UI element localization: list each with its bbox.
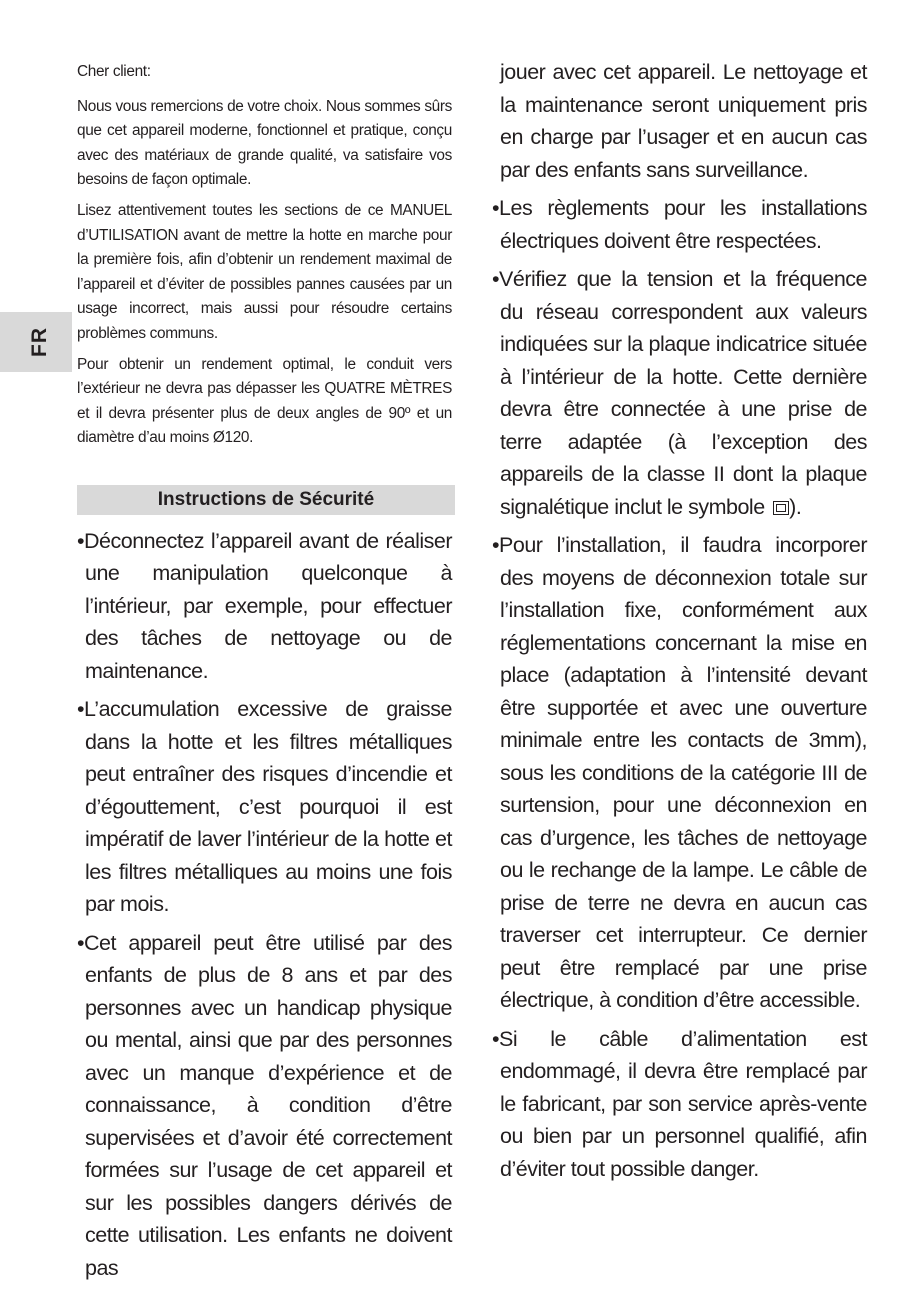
safety-item: •Cet appareil peut être utilisé par des enfants de plus de 8 ans et par des personnes avec un handicap physique ou mental, ainsi que par des personnes avec un manque d’expérience et de connaissance, à condition d’être supervisées et d’avoir été correctement formées sur l’usage de cet appareil et sur les possibles dangers dérivés de cette utilisation. Les enfants ne doivent pas (77, 930, 452, 1280)
right-column (492, 56, 867, 1191)
safety-item: •Pour l’installation, il faudra incorporer des moyens de déconnexion totale sur l’installation fixe, conformément aux réglementations concernant la mise en place (adaptation à l’intensité devant être supportée et avec une ouverture minimale entre les contacts de 3mm), sous les conditions de la catégorie III de surtension, pour une déconnexion en cas d’urgence, les tâches de nettoyage ou le rechange de la lampe. Le câble de prise de terre ne devra en aucun cas traverser cet interrupteur. Ce dernier peut être remplacé par une prise électrique, à condition d’être accessible. (492, 533, 867, 1012)
safety-item: •Les règlements pour les installations électriques doivent être respectées. (492, 196, 867, 253)
greeting: Cher client: (77, 63, 151, 80)
intro-paragraph: Pour obtenir un rendement optimal, le conduit vers l’extérieur ne devra pas dépasser les QUATRE MÈTRES et il devra présenter plus de deux angles de 90º et un diamètre d’au moins Ø120. (77, 355, 452, 447)
intro-paragraph: Nous vous remercions de votre choix. Nous sommes sûrs que cet appareil moderne, fonctionnel et pratique, conçu avec des matériaux de grande qualité, va satisfaire vos besoins de façon optimale. (77, 97, 452, 189)
safety-item-continuation: jouer avec cet appareil. Le nettoyage et la maintenance seront uniquement pris en charge par l’usager et en aucun cas par des enfants sans surveillance. (500, 60, 867, 182)
class-ii-double-square-icon (773, 501, 789, 515)
left-column (77, 60, 452, 1290)
safety-item: •L’accumulation excessive de graisse dans la hotte et les filtres métalliques peut entraîner des risques d’incendie et d’égouttement, c’est pourquoi il est impératif de laver l’intérieur de la hotte et les filtres métalliques au moins une fois par mois. (77, 697, 452, 917)
safety-item: •Si le câble d’alimentation est endommagé, il devra être remplacé par le fabricant, par son service après-vente ou bien par un personnel qualifié, afin d’éviter tout possible danger. (492, 1026, 867, 1181)
safety-item-voltage (492, 263, 867, 523)
section-title-safety: Instructions de Sécurité (77, 485, 455, 515)
voltage-item-text: •Vérifiez que la tension et la fréquence du réseau correspondent aux valeurs indiquées sur la plaque indicatrice située à l’intérieur de la hotte. Cette dernière devra être connectée à une prise de terre adaptée (à l’exception des appareils de la classe II dont la plaque signalétique inclut le symbole (492, 267, 867, 519)
intro-paragraph: Lisez attentivement toutes les sections de ce MANUEL d’UTILISATION avant de mettre la hotte en marche pour la première fois, afin d’obtenir un rendement maximal de l’appareil et d’éviter de possibles pannes causées par un usage incorrect, mais aussi pour résoudre certains problèmes communs. (77, 201, 452, 342)
safety-item: •Déconnectez l’appareil avant de réaliser une manipulation quelconque à l’intérieur, par exemple, pour effectuer des tâches de nettoyage ou de maintenance. (77, 528, 452, 683)
voltage-item-suffix: ). (789, 494, 802, 519)
language-label: FR (28, 327, 51, 357)
